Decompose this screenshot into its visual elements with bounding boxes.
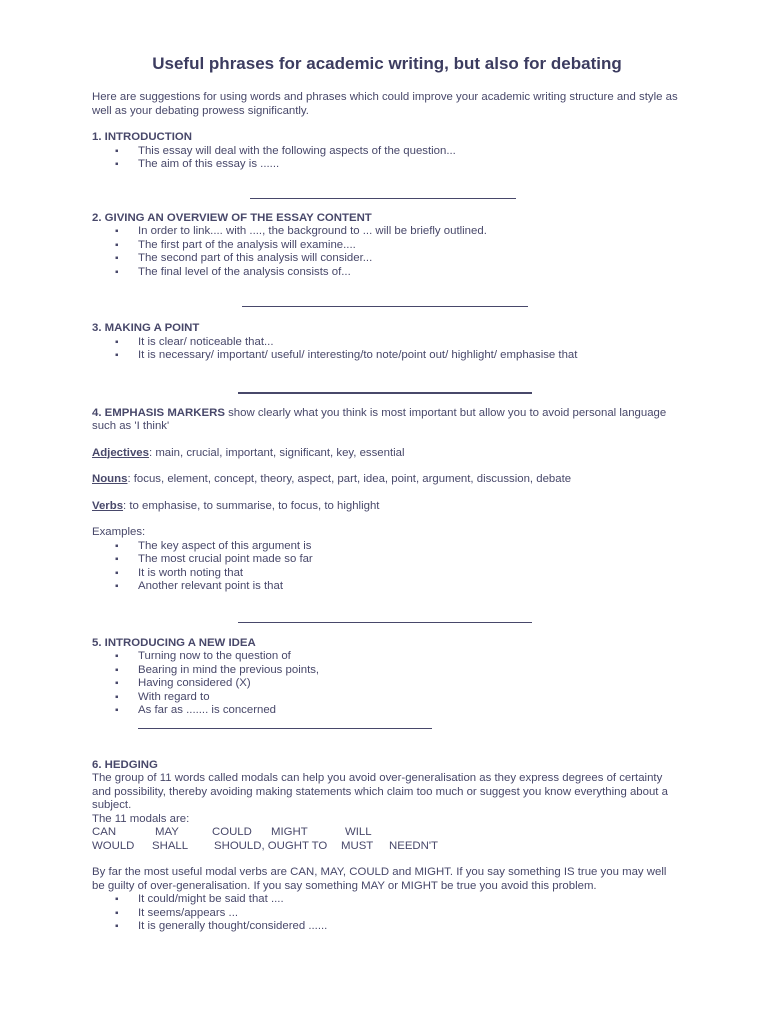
adjectives-text: : main, crucial, important, significant, key, essential [148,446,405,459]
section-introduction-heading: 1. INTRODUCTION [92,131,192,143]
list-item: ▪ It is generally thought/considered ...... [138,920,682,934]
section-emphasis-paragraph [92,407,682,434]
list-item: ▪ Having considered (X) [138,677,682,691]
list-item: ▪ As far as ....... is concerned [138,704,682,718]
divider [250,198,516,199]
list-item: ▪ The first part of the analysis will examine.... [138,239,682,253]
list-item: ▪ Another relevant point is that [138,580,682,594]
table-cell: SHOULD, OUGHT TO [214,839,328,852]
divider [238,392,532,394]
modals-table-row-2 [92,840,438,854]
section-making-point-list [92,336,682,363]
adjectives-line [92,447,682,461]
document-title: Useful phrases for academic writing, but also for debating [152,54,622,73]
section-overview-list [92,225,682,279]
list-item: ▪ This essay will deal with the following aspects of the question... [138,145,682,159]
verbs-text: : to emphasise, to summarise, to focus, to highlight [123,499,380,512]
nouns-line [92,473,682,487]
table-cell: WOULD [92,839,135,852]
table-row [92,840,438,854]
table-cell: MAY [155,826,179,838]
list-item: ▪ The final level of the analysis consists of... [138,266,682,280]
list-item: ▪ The aim of this essay is ...... [138,158,682,172]
nouns-label: Nouns [92,473,128,485]
section-hedging-heading: 6. HEDGING [92,758,158,771]
divider [138,728,432,729]
table-cell: MUST [341,839,374,852]
list-item: ▪ Bearing in mind the previous points, [138,664,682,678]
verbs-label: Verbs [92,499,124,512]
list-item: ▪ It seems/appears ... [138,907,682,921]
section-emphasis-description: show clearly what you think is most important but allow you to avoid personal language such as 'I think' [92,406,667,432]
intro-paragraph: Here are suggestions for using words and phrases which could improve your academic writing structure and style as well as your debating prowess significantly. [92,91,678,117]
list-item: ▪ Turning now to the question of [138,650,682,664]
list-item: ▪ It is worth noting that [138,567,682,581]
divider [238,622,532,623]
hedging-paragraph-1: The group of 11 words called modals can help you avoid over-generalisation as they express degrees of certainty and possibility, thereby avoiding making statements which claim too much or suggest you know everything about a subject. [92,772,668,811]
list-item: ▪ The key aspect of this argument is [138,540,682,554]
modals-intro: The 11 modals are: [92,812,190,825]
table-row [92,826,372,840]
examples-label: Examples: [92,526,146,538]
section-introduction-list [92,145,682,172]
list-item: ▪ It is necessary/ important/ useful/ interesting/to note/point out/ highlight/ emphasise that [138,349,682,363]
list-item: ▪ The second part of this analysis will consider... [138,252,682,266]
list-item: ▪ In order to link.... with ...., the background to ... will be briefly outlined. [138,225,682,239]
list-item: ▪ It could/might be said that .... [138,893,682,907]
list-item: ▪ The most crucial point made so far [138,553,682,567]
adjectives-label: Adjectives [92,446,149,459]
table-cell: COULD [212,826,252,838]
hedging-paragraph-2: By far the most useful modal verbs are CAN, MAY, COULD and MIGHT. If you say something IS true you may well be guilty of over-generalisation. If you say something MAY or MIGHT be true you avoid this problem. [92,866,667,892]
divider [242,306,528,307]
table-cell: SHALL [152,839,189,852]
section-overview-heading: 2. GIVING AN OVERVIEW OF THE ESSAY CONTENT [92,211,372,224]
modals-table [92,826,372,840]
list-item: ▪ With regard to [138,691,682,705]
examples-list [92,540,682,594]
document-page [92,50,682,934]
section-making-point-heading: 3. MAKING A POINT [92,322,200,334]
section-new-idea-list [92,650,682,718]
table-cell: WILL [345,826,372,838]
section-emphasis-heading: 4. EMPHASIS MARKERS [92,406,225,419]
nouns-text: : focus, element, concept, theory, aspect, part, idea, point, argument, discussion, debate [127,473,572,485]
table-cell: CAN [92,826,117,838]
list-item: ▪ It is clear/ noticeable that... [138,336,682,350]
verbs-line [92,500,682,514]
table-cell: NEEDN'T [389,839,439,852]
section-new-idea-heading: 5. INTRODUCING A NEW IDEA [92,636,256,649]
section-hedging-list [92,893,682,934]
table-cell: MIGHT [271,826,308,838]
